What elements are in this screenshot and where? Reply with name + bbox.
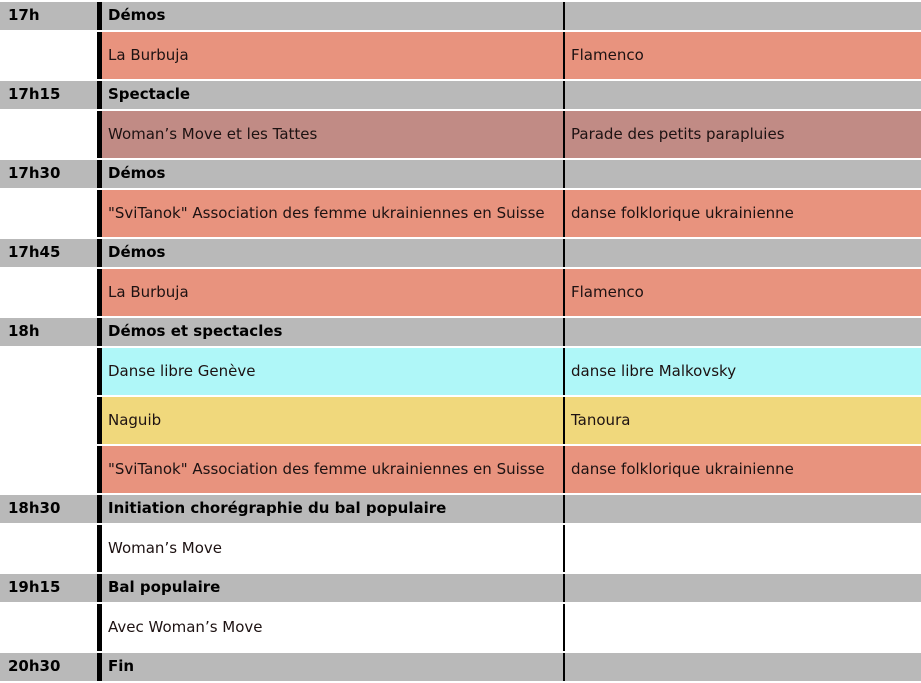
event-row	[0, 604, 921, 651]
activity-cell: Woman’s Move et les Tattes	[97, 111, 563, 158]
time-cell: 20h30	[0, 653, 97, 681]
event-row	[0, 348, 921, 395]
section-row	[0, 160, 921, 188]
activity-cell: Fin	[97, 653, 563, 681]
activity-cell: Avec Woman’s Move	[97, 604, 563, 651]
activity-cell: Spectacle	[97, 81, 563, 109]
time-cell: 19h15	[0, 574, 97, 602]
detail-cell: Tanoura	[563, 397, 921, 444]
time-cell	[0, 397, 97, 444]
time-cell: 18h	[0, 318, 97, 346]
event-row	[0, 269, 921, 316]
detail-cell	[563, 160, 921, 188]
activity-cell: La Burbuja	[97, 269, 563, 316]
activity-cell: "SviTanok" Association des femme ukrainiennes en Suisse	[97, 190, 563, 237]
section-row	[0, 318, 921, 346]
detail-cell	[563, 574, 921, 602]
detail-cell	[563, 2, 921, 30]
detail-cell: Flamenco	[563, 32, 921, 79]
activity-cell: "SviTanok" Association des femme ukrainiennes en Suisse	[97, 446, 563, 493]
section-row	[0, 653, 921, 681]
detail-cell	[563, 495, 921, 523]
time-cell	[0, 525, 97, 572]
detail-cell	[563, 81, 921, 109]
detail-cell	[563, 239, 921, 267]
time-cell	[0, 111, 97, 158]
detail-cell: danse folklorique ukrainienne	[563, 190, 921, 237]
detail-cell: Flamenco	[563, 269, 921, 316]
time-cell: 17h15	[0, 81, 97, 109]
time-cell: 17h45	[0, 239, 97, 267]
detail-cell: danse folklorique ukrainienne	[563, 446, 921, 493]
event-row	[0, 111, 921, 158]
section-row	[0, 239, 921, 267]
event-row	[0, 32, 921, 79]
detail-cell	[563, 525, 921, 572]
section-row	[0, 81, 921, 109]
section-row	[0, 2, 921, 30]
detail-cell: danse libre Malkovsky	[563, 348, 921, 395]
time-cell	[0, 190, 97, 237]
activity-cell: La Burbuja	[97, 32, 563, 79]
event-row	[0, 190, 921, 237]
activity-cell: Démos	[97, 2, 563, 30]
activity-cell: Danse libre Genève	[97, 348, 563, 395]
time-cell: 17h30	[0, 160, 97, 188]
activity-cell: Démos et spectacles	[97, 318, 563, 346]
detail-cell: Parade des petits parapluies	[563, 111, 921, 158]
activity-cell: Démos	[97, 160, 563, 188]
time-cell	[0, 348, 97, 395]
time-cell	[0, 446, 97, 493]
activity-cell: Bal populaire	[97, 574, 563, 602]
event-row	[0, 525, 921, 572]
activity-cell: Démos	[97, 239, 563, 267]
time-cell: 17h	[0, 2, 97, 30]
section-row	[0, 574, 921, 602]
time-cell	[0, 269, 97, 316]
activity-cell: Naguib	[97, 397, 563, 444]
activity-cell: Initiation chorégraphie du bal populaire	[97, 495, 563, 523]
event-row	[0, 446, 921, 493]
detail-cell	[563, 318, 921, 346]
time-cell	[0, 604, 97, 651]
event-row	[0, 397, 921, 444]
detail-cell	[563, 604, 921, 651]
detail-cell	[563, 653, 921, 681]
activity-cell: Woman’s Move	[97, 525, 563, 572]
section-row	[0, 495, 921, 523]
time-cell: 18h30	[0, 495, 97, 523]
time-cell	[0, 32, 97, 79]
